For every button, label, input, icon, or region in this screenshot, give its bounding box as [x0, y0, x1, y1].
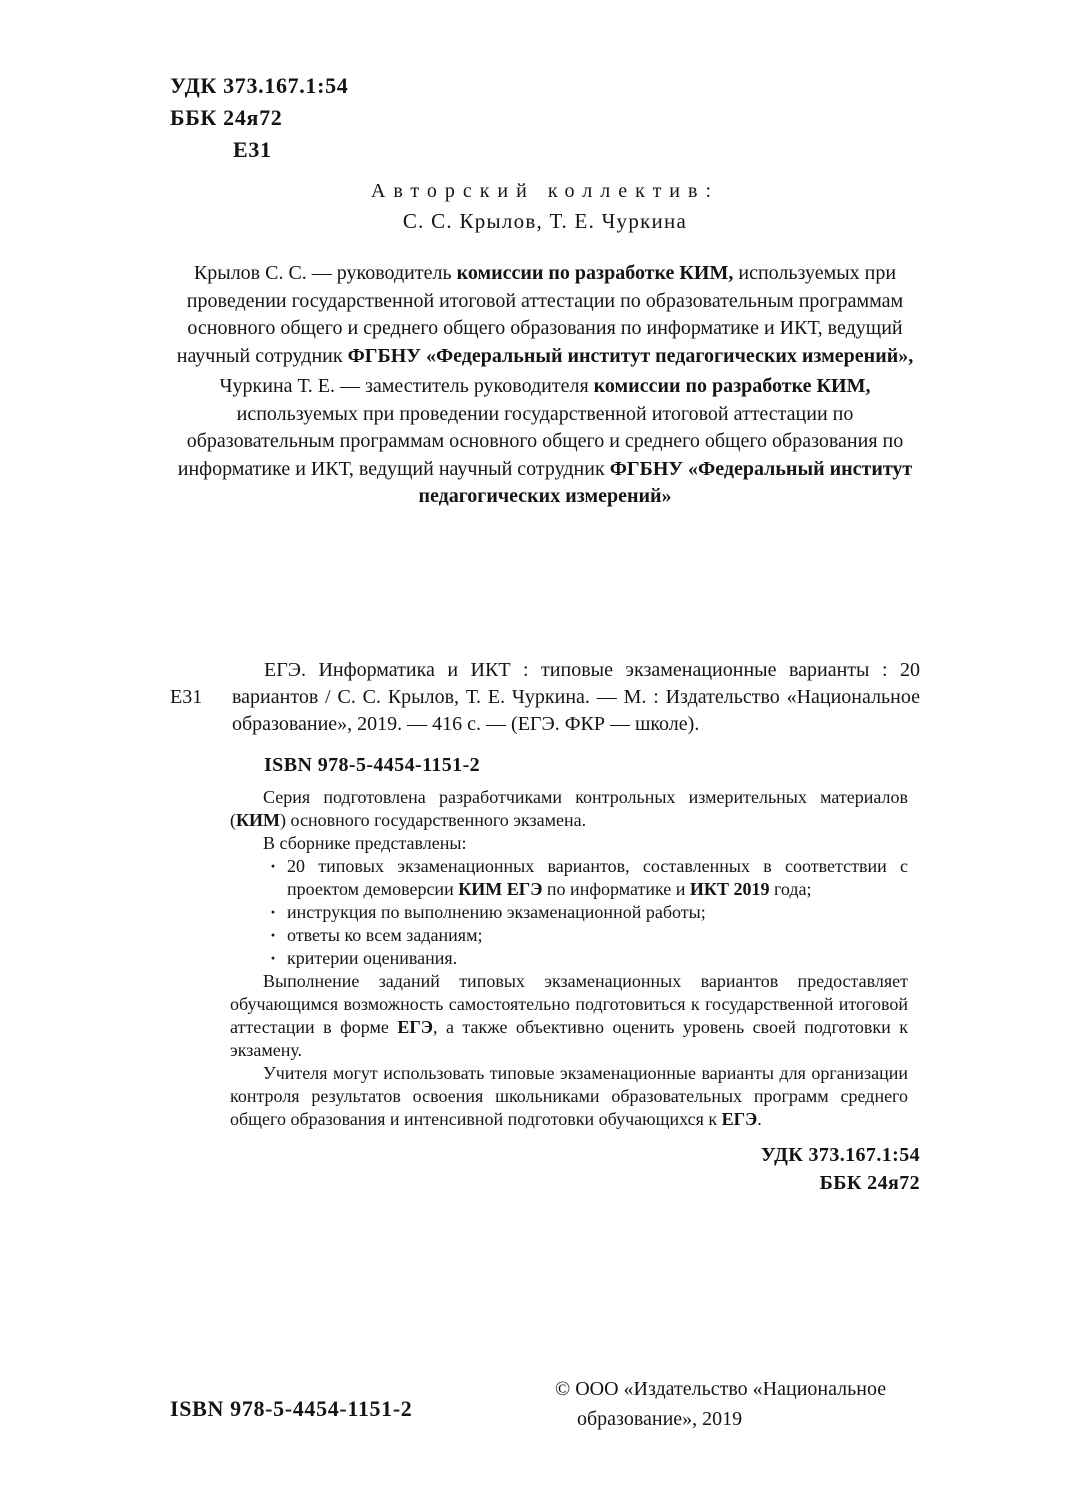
- catalog-entry: ЕГЭ. Информатика и ИКТ : типовые экзаменационные варианты : 20 вариантов / С. С. Крылов, Т. Е. Чуркина. — М. : Издательство «Национальное образование», 2019. — 416 с. — (ЕГЭ. ФКР — школе).: [232, 658, 920, 735]
- bullet-item-variants: · 20 типовых экзаменационных вариантов, составленных в соответствии с проектом демоверсии КИМ ЕГЭ по информатике и ИКТ 2019 года;: [230, 855, 908, 901]
- annotation-bullet-list: [230, 855, 908, 970]
- bio-krylov: Крылов С. С. — руководитель комиссии по разработке КИМ, используемых при проведении государственной итоговой аттестации по образовательным программам основного общего и среднего общего образования по информатике и ИКТ, ведущий научный сотрудник ФГБНУ «Федеральный институт педагогических измерений»,: [176, 262, 914, 367]
- bbk-code-bottom: ББК 24я72: [819, 1171, 920, 1194]
- imprint-top-block: [170, 70, 920, 166]
- author-sign-code-top: Е31: [233, 137, 272, 162]
- bullet-item-answers: · ответы ко всем заданиям;: [230, 924, 908, 947]
- authors-block: [170, 180, 920, 234]
- bbk-code-top: ББК 24я72: [170, 105, 283, 130]
- catalog-card: [170, 657, 920, 738]
- bullet-item-instructions: · инструкция по выполнению экзаменационной работы;: [230, 901, 908, 924]
- copyright-line-1: © ООО «Издательство «Национальное: [555, 1378, 887, 1400]
- isbn-catalog: ISBN 978-5-4454-1151-2: [264, 753, 481, 776]
- annotation-contents-intro: В сборнике представлены:: [263, 832, 467, 853]
- imprint-bottom-block: [170, 1141, 920, 1197]
- copyright-notice: [555, 1374, 886, 1434]
- annotation-series: Серия подготовлена разработчиками контрольных измерительных материалов (КИМ) основного государственного экзамена.: [230, 786, 908, 830]
- author-bios-block: [170, 260, 920, 511]
- annotation-teachers-paragraph: Учителя могут использовать типовые экзаменационные варианты для организации контроля результатов освоения школьниками образовательных программ среднего общего образования и интенсивной подготовки обучающихся к ЕГЭ.: [230, 1062, 908, 1129]
- authors-names: С. С. Крылов, Т. Е. Чуркина: [402, 209, 688, 233]
- copyright-line-2: образование», 2019: [577, 1408, 743, 1430]
- annotation-block: [230, 786, 908, 1131]
- authors-collective-heading: Авторский коллектив:: [370, 180, 720, 202]
- bio-churkina: Чуркина Т. Е. — заместитель руководителя комиссии по разработке КИМ, используемых при проведении государственной итоговой аттестации по образовательным программам основного общего и среднего общего образования по информатике и ИКТ, ведущий научный сотрудник ФГБНУ «Федеральный институт педагогических измерений»: [177, 375, 913, 507]
- annotation-students-paragraph: Выполнение заданий типовых экзаменационных вариантов предоставляет обучающимся возможность самостоятельно подготовиться к государственной итоговой аттестации в форме ЕГЭ, а также объективно оценить уровень своей подготовки к экзамену.: [230, 970, 908, 1060]
- udk-code-bottom: УДК 373.167.1:54: [761, 1143, 920, 1166]
- bullet-item-criteria: · критерии оценивания.: [230, 947, 908, 970]
- author-sign-code-catalog: Е31: [170, 685, 203, 708]
- udk-code-top: УДК 373.167.1:54: [170, 73, 349, 98]
- isbn-footer: ISBN 978-5-4454-1151-2: [170, 1396, 413, 1421]
